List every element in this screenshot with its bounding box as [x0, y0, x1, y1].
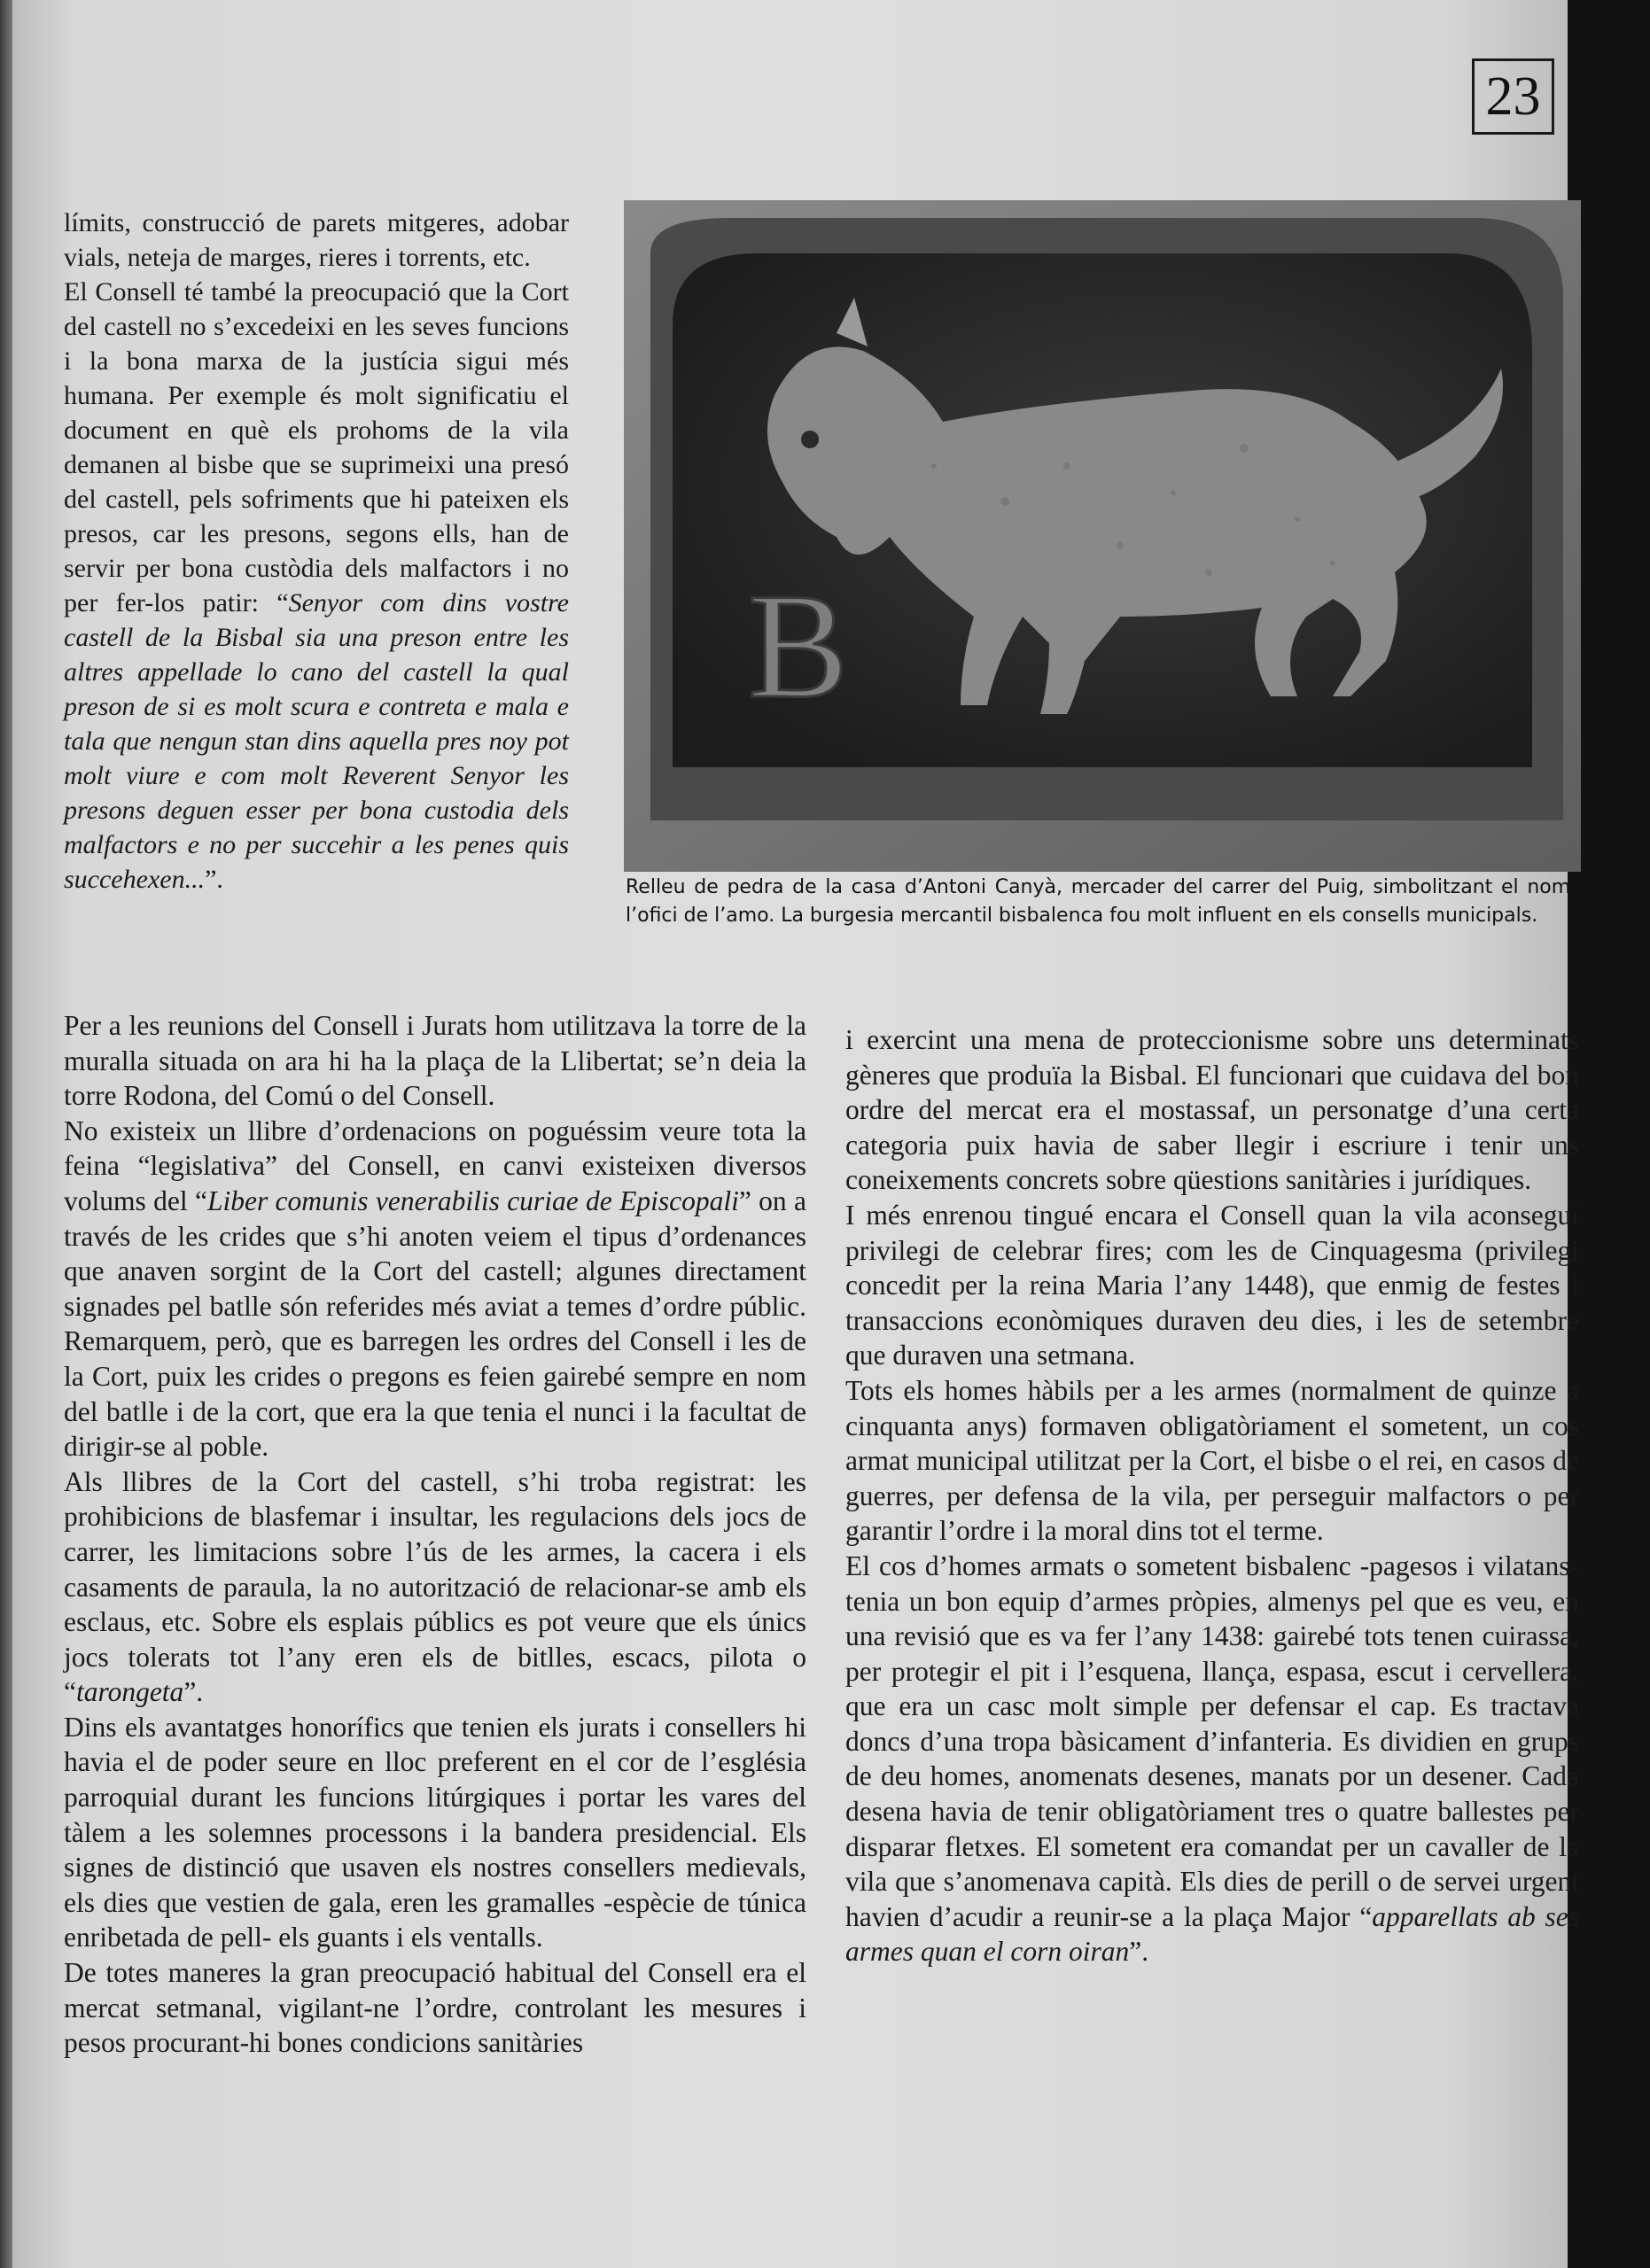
paragraph [64, 1464, 806, 1710]
paragraph-text: El cos d’homes armats o sometent bisbalenc -pagesos i vilatans- tenia un bon equip d’armes pròpies, almenys pel que es veu, en una revisió que es va fer l’any 1438: gairebé tots tenen cuirassa, per protegir el pit i l’esquena, llança, espasa, escut i cervellera, que era un casc molt simple per defensar el cap. Es tractava doncs d’una tropa bàsicament d’infanteria. Es dividien en grups de deu homes, anomenats desenes, manats por un desener. Cada desena havia de tenir obligatòriament tres o quatre ballestes per disparar fletxes. El sometent era comandat per un cavaller de la vila que s’anomenava capità. Els dies de perill o de servei urgent havien d’acudir a reunir-se a la plaça Major “ [845, 1550, 1579, 1932]
italic-title: Liber comunis venerabilis curiae de Episcopali [206, 1184, 739, 1216]
paragraph-text: I més enrenou tingué encara el Consell quan la vila aconseguí privilegi de celebrar fires; com les de Cinquagesma (privilegi concedit per la reina Maria l’any 1448), que enmig de festes i transaccions econòmiques duraven deu dies, i les de setembre que duraven una setmana. [845, 1199, 1579, 1371]
paragraph-text: No existeix un llibre d’ordenacions on poguéssim veure tota la feina “legislativa” del Consell, en canvi existeixen diversos volums del “ [64, 1115, 806, 1216]
paragraph-text: Per a les reunions del Consell i Jurats hom utilitzava la torre de la muralla situada on ara hi ha la plaça de la Llibertat; se’n deia la torre Rodona, del Comú o del Consell. [64, 1010, 806, 1112]
paragraph [64, 275, 569, 897]
paragraph-text: De totes maneres la gran preocupació habitual del Consell era el mercat setmanal, vigilant-ne l’ordre, controlant les mesures i pesos procurant-hi bones condicions sanitàries [64, 1957, 806, 2059]
paragraph-text: ”. [205, 865, 223, 894]
italic-term: tarongeta [75, 1676, 184, 1708]
text-column-right [845, 1022, 1579, 1969]
paragraph [64, 1710, 806, 1955]
italic-quote: Senyor com dins vostre castell de la Bisbal sia una preson entre les altres appellade lo cano del castell la qual preson de si es molt scura e contreta e mala e tala que nengun stan dins aquella pres noy pot molt viure e com molt Reverent Senyor les presons deguen esser per bona custodia dels malfactors e no per succehir a les penes quis succehexen... [64, 588, 569, 894]
paragraph-text: Dins els avantatges honorífics que tenien els jurats i consellers hi havia el de poder seure en lloc preferent en el cor de l’església parroquial durant les funcions litúrgiques i portar les vares del tàlem a les solemnes processons i la bandera presidencial. Els signes de distinció que usaven els nostres consellers medievals, els dies que vestien de gala, eren les gramalles -espècie de túnica enribetada de pell- els guants i els ventalls. [64, 1711, 806, 1953]
paragraph-text: Als llibres de la Cort del castell, s’hi troba registrat: les prohibicions de blasfemar i insultar, les regulacions dels jocs de carrer, les limitacions sobre l’ús de les armes, la cacera i els casaments de paraula, la no autorització de relacionar-se amb els esclaus, etc. Sobre els esplais públics es pot veure que els únics jocs tolerats tot l’any eren els de bitlles, escacs, pilota o “ [64, 1465, 806, 1708]
paragraph-text: límits, construcció de parets mitgeres, adobar vials, neteja de marges, rieres i torrents, etc. [64, 208, 569, 272]
paragraph [64, 1008, 806, 1114]
paragraph [64, 206, 569, 275]
text-column-top-left [64, 206, 569, 897]
carved-letter: B [748, 563, 849, 729]
paragraph [845, 1373, 1579, 1549]
paragraph [64, 1955, 806, 2061]
paragraph-text: i exercint una mena de proteccionisme sobre uns determinats gèneres que produïa la Bisbal. El funcionari que cuidava del bon ordre del mercat era el mostassaf, un personatge d’una certa categoria puix havia de saber llegir i escriure i tenir uns coneixements concrets sobre qüestions sanitàries i jurídiques. [845, 1024, 1579, 1196]
stone-relief-image [624, 200, 1581, 872]
text-column-left [64, 1008, 806, 2061]
paragraph [64, 1114, 806, 1464]
paragraph [845, 1022, 1579, 1198]
paragraph [845, 1198, 1579, 1373]
paragraph-text: El Consell té també la preocupació que la Cort del castell no s’excedeixi en les seves funcions i la bona marxa de la justícia sigui més humana. Per exemple és molt significatiu el document en què els prohoms de la vila demanen al bisbe que se suprimeixi una presó del castell, pels sofriments que hi pateixen els presos, car les presons, segons ells, han de servir per bona custòdia dels malfactors i no per fer-los patir: “ [64, 277, 569, 617]
paragraph [845, 1549, 1579, 1969]
book-page [12, 0, 1584, 2268]
page-number: 23 [1472, 58, 1554, 135]
page-edge-shadow [0, 0, 12, 2268]
stone-relief-photo [624, 200, 1581, 872]
paragraph-text: ”. [1129, 1936, 1149, 1968]
figure-caption: Relleu de pedra de la casa d’Antoni Canyà, mercader del carrer del Puig, simbolitzant el nom i l’ofici de l’amo. La burgesia mercantil bisbalenca fou molt influent en els consells municipals. [626, 876, 1584, 927]
paragraph-text: ” on a través de les crides que s’hi anoten veiem el tipus d’ordenances que anaven sorgint de la Cort del castell; algunes directament signades pel batlle són referides més aviat a temes d’ordre públic. Remarquem, però, que es barregen les ordres del Consell i les de la Cort, puix les crides o pregons es feien gairebé sempre en nom del batlle i de la cort, que era la que tenia el nunci i la facultat de dirigir-se al poble. [64, 1184, 807, 1463]
paragraph-text: Tots els homes hàbils per a les armes (normalment de quinze a cinquanta anys) formaven obligatòriament el sometent, un cos armat municipal utilitzat per la Cort, el bisbe o el rei, en casos de guerres, per defensa de la vila, per perseguir malfactors o per garantir l’ordre i la moral dins tot el terme. [845, 1374, 1579, 1547]
italic-quote: apparellats ab ses armes quan el corn oiran [845, 1900, 1579, 1968]
paragraph-text: ”. [183, 1676, 204, 1708]
